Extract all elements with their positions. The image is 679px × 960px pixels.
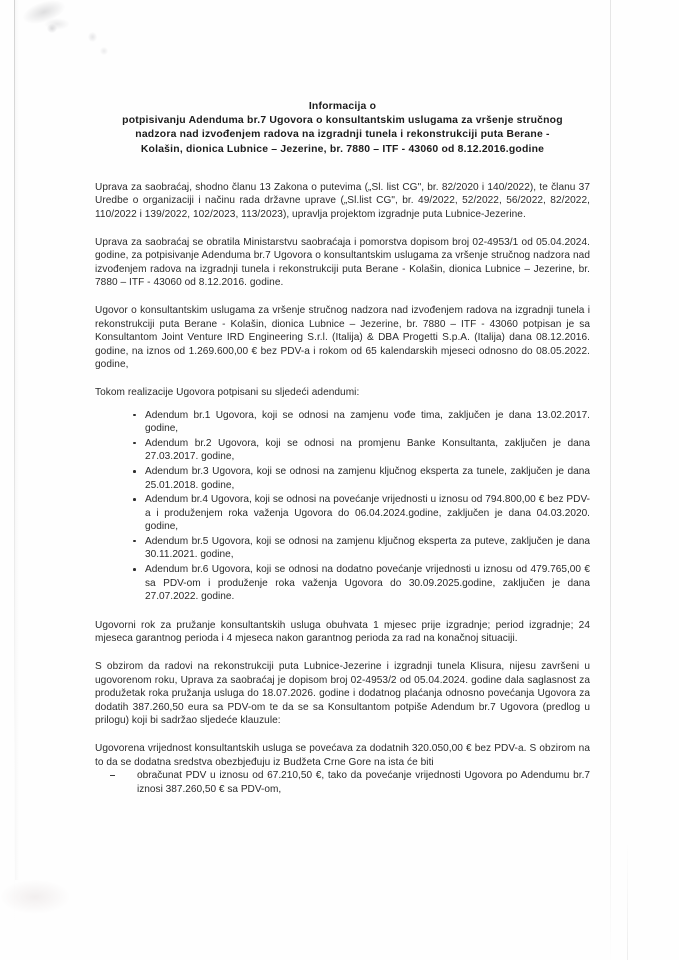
scan-artifact-smudge <box>0 880 70 914</box>
document-title <box>95 100 590 157</box>
paragraph-list-intro: Tokom realizacije Ugovora potpisani su sljedeći adendumi: <box>95 386 360 398</box>
bullet-icon <box>133 470 136 473</box>
spacer <box>95 290 590 304</box>
list-item <box>95 465 590 492</box>
spacer <box>95 605 590 619</box>
scan-artifact-smudge <box>20 0 68 28</box>
bullet-icon <box>133 540 136 543</box>
bullet-icon <box>133 414 136 417</box>
title-line-3: nadzora nad izvođenjem radova na izgradnji tunela i rekonstrukciji puta Berane - <box>135 129 550 141</box>
clause-list <box>95 769 590 796</box>
scan-artifact-smudge <box>88 32 97 42</box>
spacer <box>95 728 590 742</box>
spacer <box>95 646 590 660</box>
list-item <box>95 437 590 464</box>
list-item-text: Adendum br.5 Ugovora, koji se odnosi na zamjenu ključnog eksperta za puteve, zaključen je dana 30.11.2021. godine, <box>145 535 590 561</box>
spacer <box>95 372 590 386</box>
paragraph-contract-details: Ugovor o konsultantskim uslugama za vršenje stručnog nadzora nad izvođenjem radova na izgradnji tunela i rekonstrukciji puta Berane - Kolašin, dionica Lubnice – Jezerine, br. 7880 – ITF - 43060 potpisan je sa Konsultantom Joint Venture IRD Engineering S.r.l. (Italija) & DBA Progetti S.p.A. (Italija) dana 08.12.2016. godine, na iznos od 1.269.600,00 € bez PDV-a i rokom od 65 kalendarskih mjeseci odnosno do 08.05.2022. godine, <box>95 304 590 371</box>
list-item <box>95 769 590 796</box>
paragraph-contract-term: Ugovorni rok za pružanje konsultantskih usluga obuhvata 1 mjesec prije izgradnje; period izgradnje; 24 mjeseca garantnog perioda i 4 mjeseca nakon garantnog perioda za rad na konačnoj situaciji. <box>95 619 590 645</box>
list-item-text: Adendum br.2 Ugovora, koji se odnosi na promjenu Banke Konsultanta, zaključen je dana 27.03.2017. godine, <box>145 437 590 463</box>
paragraph-extension-consent: S obzirom da radovi na rekonstrukciji puta Lubnice-Jezerine i izgradnji tunela Klisura, nijesu završeni u ugovorenom roku, Uprava za saobraćaj je dopisom broj 02-4953/2 od 05.04.2024. godine dala saglasnost za produžetak roka pružanja usluga do 18.07.2026. godine i dodatnog plaćanja odnosno povećanja Ugovora za dodatih 387.260,50 eura sa PDV-om te da se sa Konsultantom potpiše Adendum br.7 Ugovora (predlog u prilogu) koji bi sadržao sljedeće klauzule: <box>95 661 590 727</box>
page-edge-left-shadow <box>15 0 19 880</box>
list-item <box>95 535 590 562</box>
dash-icon <box>110 775 115 776</box>
list-item-text: obračunat PDV u iznosu od 67.210,50 €, tako da povećanje vrijednosti Ugovora po Adendumu br.7 iznosi 387.260,50 € sa PDV-om, <box>137 770 590 795</box>
page-edge-right-lower <box>627 840 628 960</box>
list-item <box>95 409 590 436</box>
spacer <box>95 157 590 181</box>
addendum-list <box>95 409 590 604</box>
bullet-icon <box>133 498 136 501</box>
list-item-text: Adendum br.1 Ugovora, koji se odnosi na zamjenu vođe tima, zaključen je dana 13.02.2017. godine, <box>145 409 590 435</box>
scan-artifact-smudge <box>100 47 108 55</box>
list-item-text: Adendum br.4 Ugovora, koji se odnosi na povećanje vrijednosti u iznosu od 794.800,00 € bez PDV-a i produženjem roka važenja Ugovora do 06.04.2024.godine, zaključen je dana 04.03.2020. godine, <box>145 494 590 533</box>
paragraph-ministry-request: Uprava za saobraćaj se obratila Ministarstvu saobraćaja i pomorstva dopisom broj 02-4953/1 od 05.04.2024. godine, za potpisivanje Adenduma br.7 Ugovora o konsultantskim uslugama za vršenje stručnog nadzora nad izvođenjem radova na izgradnji tunela i rekonstrukciji puta Berane - Kolašin, dionica Lubnice – Jezerine, br. 7880 – ITF - 43060 od 8.12.2016. godine. <box>95 236 590 289</box>
title-line-4: Kolašin, dionica Lubnice – Jezerine, br. 7880 – ITF - 43060 od 8.12.2016.godine <box>140 143 545 155</box>
list-item-text: Adendum br.6 Ugovora, koji se odnosi na dodatno povećanje vrijednosti u iznosu od 479.765,00 € sa PDV-om i produženje roka važenja Ugovora do 30.09.2025.godine, zaključen je dana 27.07.2022. godine. <box>145 564 590 603</box>
bullet-icon <box>133 568 136 571</box>
scan-artifact-smudge <box>47 24 57 33</box>
spacer <box>95 222 590 236</box>
scan-artifact-smudge <box>44 18 70 30</box>
list-item-text: Adendum br.3 Ugovora, koji se odnosi na zamjenu ključnog eksperta za tunele, zaključen je dana 25.01.2018. godine, <box>145 465 590 491</box>
title-line-1: Informacija o <box>308 101 377 112</box>
paragraph-value-increase: Ugovorena vrijednost konsultantskih usluga se povećava za dodatnih 320.050,00 € bez PDV-a. S obzirom na to da se dodatna sredstva obezbjeđuju iz Budžeta Crne Gore na ista će biti <box>95 743 590 768</box>
list-item <box>95 493 590 534</box>
list-item <box>95 563 590 604</box>
bullet-icon <box>133 442 136 445</box>
page-edge-right <box>610 0 611 960</box>
title-line-2: potpisivanju Adenduma br.7 Ugovora o konsultantskim uslugama za vršenje stručnog <box>122 115 563 127</box>
paragraph-legal-basis: Uprava za saobraćaj, shodno članu 13 Zakona o putevima („Sl. list CG", br. 82/2020 i 140/2022), te članu 37 Uredbe o organizaciji i načinu rada državne uprave („Sl.list CG", br. 49/2022, 52/2022, 56/2022, 82/2022, 110/2022 i 139/2022, 102/2023, 113/2023), upravlja projektom izgradnje puta Lubnice-Jezerine. <box>95 181 590 220</box>
document-body <box>95 100 590 796</box>
